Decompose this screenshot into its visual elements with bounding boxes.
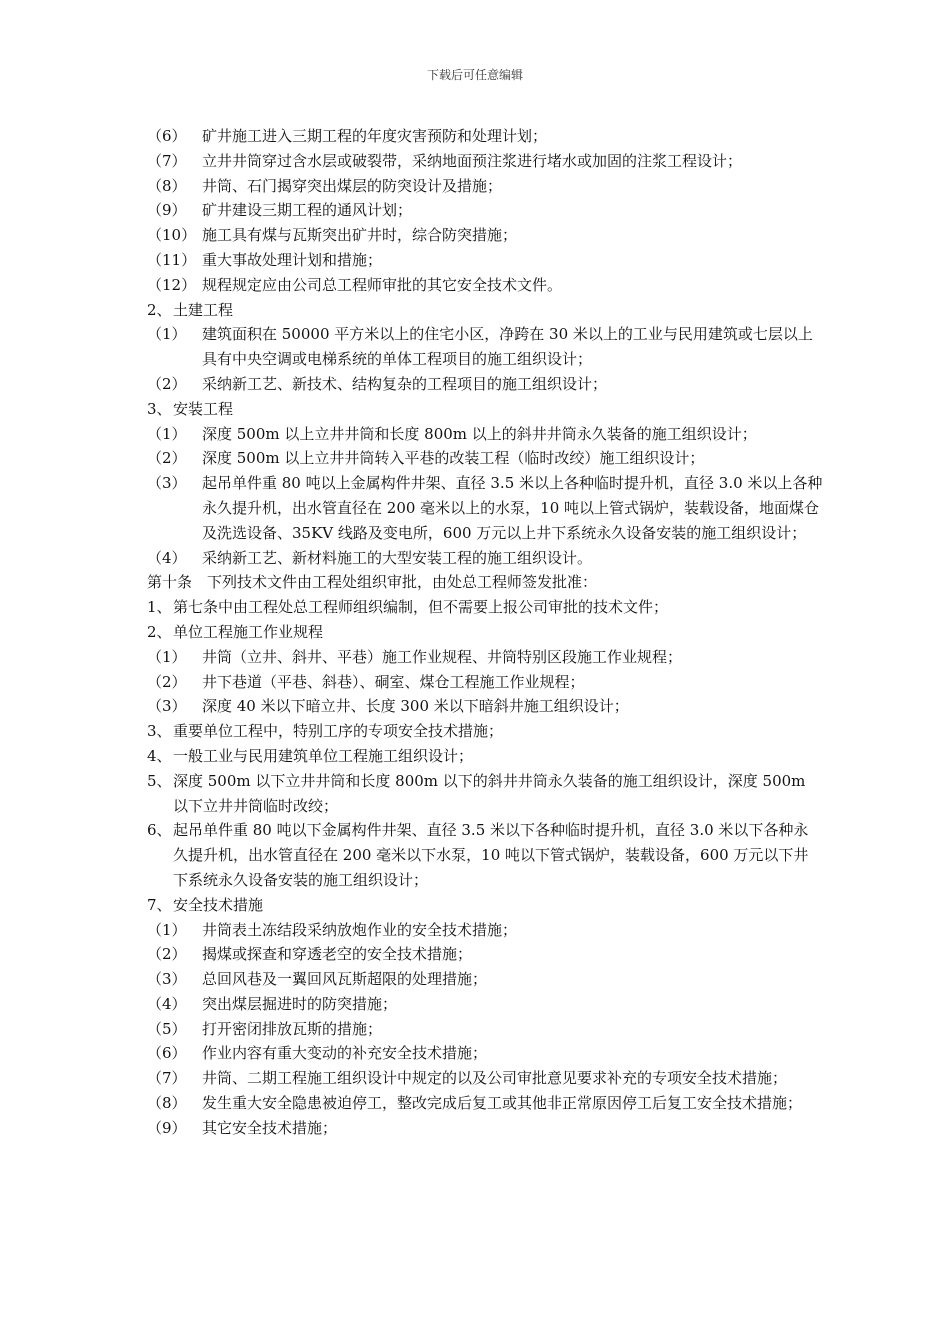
item-number: 2、	[147, 300, 172, 319]
section-item	[147, 719, 823, 744]
page-header: 下载后可任意编辑	[426, 68, 523, 82]
item-text: 井下巷道（平巷、斜巷）、硐室、煤仓工程施工作业规程；	[202, 672, 585, 691]
item-text: 井筒表土冻结段采纳放炮作业的安全技术措施；	[202, 920, 518, 939]
item-text: 规程规定应由公司总工程师审批的其它安全技术文件。	[202, 275, 563, 294]
item-text: 深度 40 米以下暗立井、长度 300 米以下暗斜井施工组织设计；	[202, 697, 629, 716]
list-item	[147, 273, 823, 298]
item-text: 重大事故处理计划和措施；	[202, 250, 383, 269]
item-number: 4、	[147, 746, 172, 765]
document-body	[147, 124, 823, 1141]
section-item	[147, 893, 823, 918]
section-item	[147, 298, 823, 323]
item-text: 揭煤或探查和穿透老空的安全技术措施；	[202, 945, 473, 964]
item-text: 深度 500m 以下立井井筒和长度 800m 以下的斜井井筒永久装备的施工组织设计，深度 500m 以下立井井筒临时改绞；	[173, 771, 806, 815]
item-number: （7）	[147, 151, 187, 170]
item-number: （3）	[147, 970, 187, 989]
item-number: （10）	[147, 226, 197, 245]
list-item	[147, 918, 823, 943]
item-text: 作业内容有重大变动的补充安全技术措施；	[202, 1044, 488, 1063]
item-text: 深度 500m 以上立井井筒和长度 800m 以上的斜井井筒永久装备的施工组织设计；	[202, 424, 757, 443]
list-item	[147, 1116, 823, 1141]
item-number: （2）	[147, 672, 187, 691]
list-item	[147, 471, 823, 545]
item-text: 采纳新工艺、新技术、结构复杂的工程项目的施工组织设计；	[202, 374, 608, 393]
item-number: （2）	[147, 449, 187, 468]
item-number: （7）	[147, 1069, 187, 1088]
item-number: （9）	[147, 201, 187, 220]
item-text: 打开密闭排放瓦斯的措施；	[202, 1019, 383, 1038]
item-text: 采纳新工艺、新材料施工的大型安装工程的施工组织设计。	[202, 548, 593, 567]
item-number: （12）	[147, 275, 197, 294]
item-text: 重要单位工程中，特别工序的专项安全技术措施；	[173, 722, 504, 741]
item-number: （3）	[147, 697, 187, 716]
item-number: 5、	[147, 771, 172, 790]
item-number: 3、	[147, 399, 172, 418]
item-number: （11）	[147, 250, 197, 269]
list-item	[147, 1066, 823, 1091]
list-item	[147, 942, 823, 967]
list-item	[147, 694, 823, 719]
item-number: （6）	[147, 127, 187, 145]
list-item	[147, 174, 823, 199]
list-item	[147, 992, 823, 1017]
list-item	[147, 645, 823, 670]
item-number: （9）	[147, 1118, 187, 1137]
item-text: 深度 500m 以上立井井筒转入平巷的改装工程（临时改绞）施工组织设计；	[202, 449, 705, 468]
item-text: 发生重大安全隐患被迫停工，整改完成后复工或其他非正常原因停工后复工安全技术措施；	[202, 1094, 803, 1113]
item-number: （4）	[147, 994, 187, 1013]
list-item	[147, 372, 823, 397]
item-text: 突出煤层掘进时的防突措施；	[202, 994, 398, 1013]
section-item	[147, 595, 823, 620]
item-text: 一般工业与民用建筑单位工程施工组织设计；	[173, 746, 474, 765]
item-number: （1）	[147, 647, 187, 666]
item-text: 安装工程	[173, 399, 234, 418]
item-text: 安全技术措施	[173, 895, 264, 914]
list-item	[147, 223, 823, 248]
item-text: 起吊单件重 80 吨以上金属构件井架、直径 3.5 米以上各种临时提升机，直径 3.0 米以上各种永久提升机，出水管直径在 200 毫米以上的水泵，10 吨以上管式锅炉，装载设备，地面煤仓及洗选设备、35KV 线路及变电所，600 万元以上井下系统永久设备安装的施工组织设计；	[202, 474, 823, 542]
item-text: 第七条中由工程处总工程师组织编制，但不需要上报公司审批的技术文件；	[173, 598, 669, 617]
item-number: （1）	[147, 424, 187, 443]
list-item	[147, 1091, 823, 1116]
section-item	[147, 769, 823, 819]
list-item	[147, 670, 823, 695]
item-text: 起吊单件重 80 吨以下金属构件井架、直径 3.5 米以下各种临时提升机，直径 3.0 米以下各种永久提升机，出水管直径在 200 毫米以下水泵，10 吨以下管式锅炉，装载设备，600 万元以下井下系统永久设备安装的施工组织设计；	[173, 821, 809, 889]
list-item	[147, 1041, 823, 1066]
item-text: 其它安全技术措施；	[202, 1118, 338, 1137]
list-item	[147, 248, 823, 273]
item-text: 第十条 下列技术文件由工程处组织审批，由处总工程师签发批准：	[147, 573, 598, 592]
list-item	[147, 1017, 823, 1042]
list-item	[147, 422, 823, 447]
item-number: 2、	[147, 622, 172, 641]
item-text: 井筒（立井、斜井、平巷）施工作业规程、井筒特别区段施工作业规程；	[202, 647, 683, 666]
item-number: （2）	[147, 374, 187, 393]
list-item	[147, 149, 823, 174]
list-item	[147, 546, 823, 571]
article-heading	[147, 570, 823, 595]
item-number: （8）	[147, 1094, 187, 1113]
item-text: 井筒、二期工程施工组织设计中规定的以及公司审批意见要求补充的专项安全技术措施；	[202, 1069, 788, 1088]
item-text: 土建工程	[173, 300, 234, 319]
item-text: 总回风巷及一翼回风瓦斯超限的处理措施；	[202, 970, 488, 989]
item-text: 建筑面积在 50000 平方米以上的住宅小区，净跨在 30 米以上的工业与民用建筑或七层以上具有中央空调或电梯系统的单体工程项目的施工组织设计；	[202, 325, 813, 369]
list-item	[147, 198, 823, 223]
list-item	[147, 446, 823, 471]
item-number: （2）	[147, 945, 187, 964]
item-number: （3）	[147, 474, 187, 493]
section-item	[147, 744, 823, 769]
item-text: 单位工程施工作业规程	[173, 622, 324, 641]
item-text: 井筒、石门揭穿突出煤层的防突设计及措施；	[202, 176, 503, 195]
item-number: 6、	[147, 821, 172, 840]
section-item	[147, 397, 823, 422]
item-text: 施工具有煤与瓦斯突出矿井时，综合防突措施；	[202, 226, 518, 245]
item-number: （6）	[147, 1044, 187, 1063]
item-number: （5）	[147, 1019, 187, 1038]
item-number: 1、	[147, 598, 172, 617]
section-item	[147, 620, 823, 645]
list-item	[147, 322, 823, 372]
item-number: （4）	[147, 548, 187, 567]
section-item	[147, 818, 823, 892]
list-item	[147, 967, 823, 992]
list-item	[147, 124, 823, 149]
item-number: （8）	[147, 176, 187, 195]
item-number: 7、	[147, 895, 172, 914]
item-text: 矿井施工进入三期工程的年度灾害预防和处理计划；	[202, 127, 548, 145]
item-text: 矿井建设三期工程的通风计划；	[202, 201, 413, 220]
item-number: 3、	[147, 722, 172, 741]
item-number: （1）	[147, 920, 187, 939]
item-text: 立井井筒穿过含水层或破裂带，采纳地面预注浆进行堵水或加固的注浆工程设计；	[202, 151, 743, 170]
item-number: （1）	[147, 325, 187, 344]
